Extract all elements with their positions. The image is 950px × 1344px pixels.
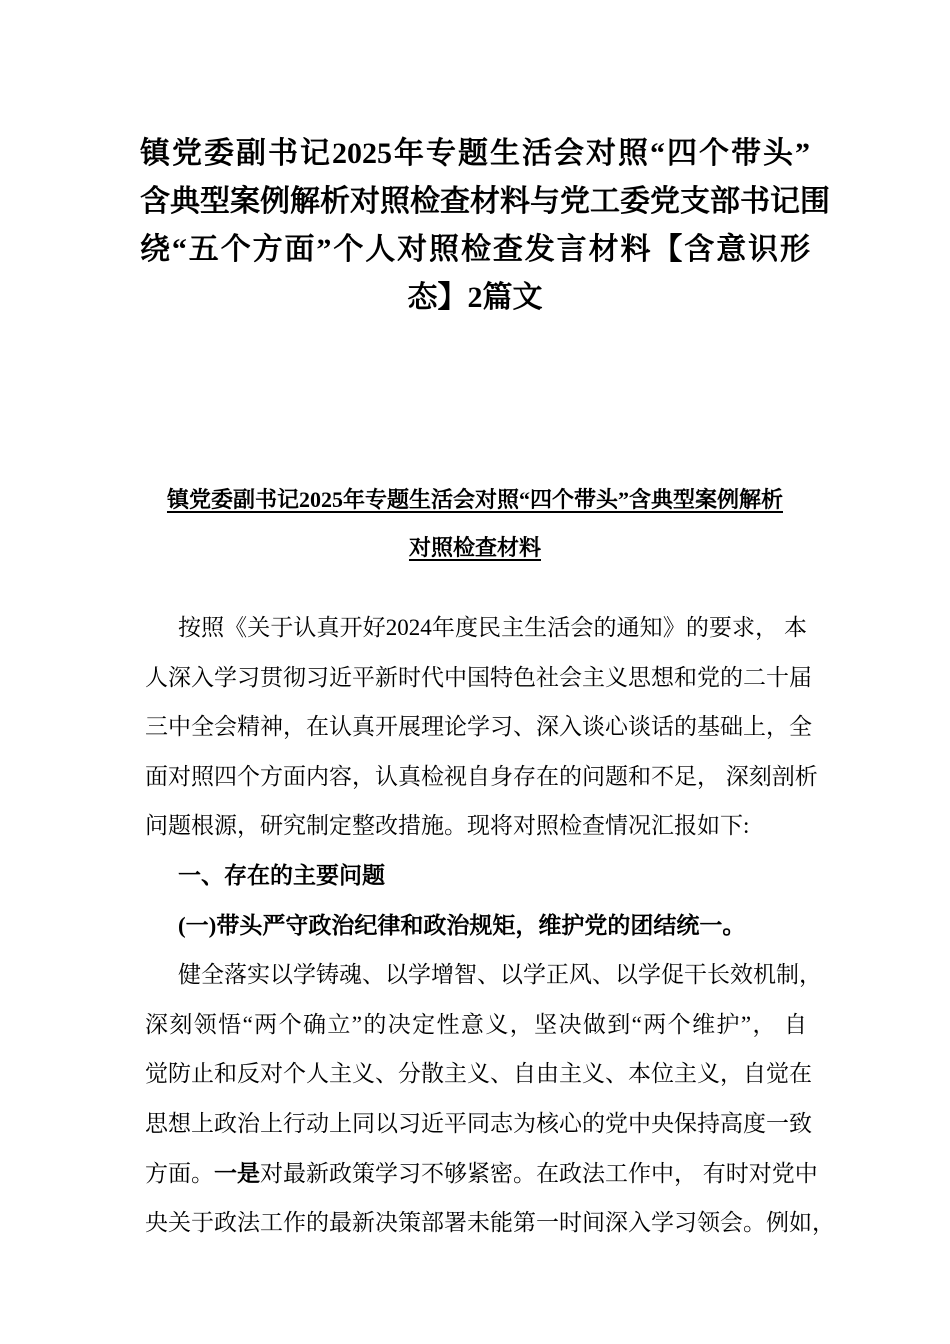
body-line: 面对照四个方面内容，认真检视自身存在的问题和不足， 深刻剖析 (145, 763, 818, 789)
title-line: 含典型案例解析对照检查材料与党工委党支部书记围 (140, 185, 830, 218)
bold-text-segment: 一是 (214, 1160, 260, 1186)
section-title (145, 480, 805, 576)
subtitle-line: 对照检查材料 (408, 535, 541, 560)
body-line: 深刻领悟“两个确立”的决定性意义，坚决做到“两个维护”， 自 (145, 1011, 807, 1037)
section-heading: 一、存在的主要问题 (178, 862, 385, 888)
body-line: 按照《关于认真开好2024年度民主生活会的通知》的要求， 本 (178, 615, 807, 640)
document-body (145, 603, 835, 1248)
body-line: 思想上政治上行动上同以习近平同志为核心的党中央保持高度一致 (145, 1110, 812, 1136)
body-line: 健全落实以学铸魂、以学增智、以学正风、以学促干长效机制， (178, 962, 822, 988)
body-line: 问题根源，研究制定整改措施。现将对照检查情况汇报如下: (145, 813, 750, 839)
subtitle-line: 镇党委副书记2025年专题生活会对照“四个带头”含典型案例解析 (166, 487, 783, 512)
text-segment: 方面。 (145, 1160, 214, 1186)
body-line: 觉防止和反对个人主义、分散主义、自由主义、本位主义，自觉在 (145, 1061, 812, 1087)
title-line: 态】2篇文 (407, 281, 543, 314)
document-title (140, 130, 830, 322)
subsection-heading: (一)带头严守政治纪律和政治规矩，维护党的团结统一。 (178, 912, 746, 938)
body-line (145, 1149, 818, 1199)
body-line: 央关于政法工作的最新决策部署未能第一时间深入学习领会。例如， (145, 1210, 835, 1236)
body-line: 人深入学习贯彻习近平新时代中国特色社会主义思想和党的二十届 (145, 664, 812, 690)
body-line: 三中全会精神，在认真开展理论学习、深入谈心谈话的基础上，全 (145, 714, 812, 740)
text-segment: 对最新政策学习不够紧密。在政法工作中， 有时对党中 (260, 1160, 818, 1186)
title-line: 镇党委副书记2025年专题生活会对照“四个带头” (140, 137, 810, 170)
title-line: 绕“五个方面”个人对照检查发言材料【含意识形 (140, 233, 810, 266)
